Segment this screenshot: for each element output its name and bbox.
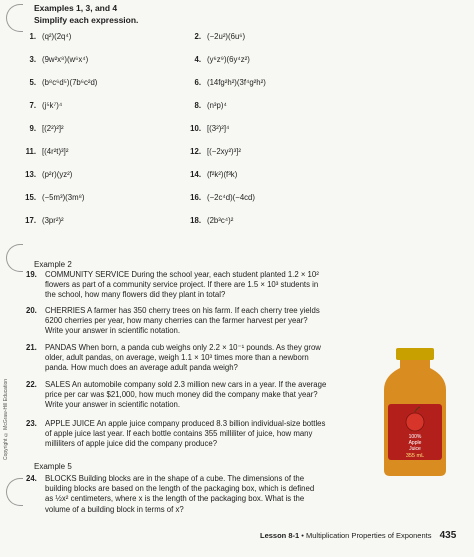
juice-label-line: Apple xyxy=(408,440,422,446)
problem-line: of apple juice last year. If each bottle contains 355 milliliter of juice, how many xyxy=(45,429,313,439)
exercise-number: 5. xyxy=(29,78,36,87)
instruction-heading: Simplify each expression. xyxy=(34,15,139,25)
problem-line: PANDAS When born, a panda cub weighs only 2.2 × 10⁻¹ pounds. As they grow xyxy=(45,343,321,352)
exercise-number: 12. xyxy=(190,147,201,156)
exercise-number: 11. xyxy=(25,147,36,156)
exercise-number: 16. xyxy=(190,193,201,202)
problem-line: Write your answer in scientific notation. xyxy=(45,326,181,336)
exercise-item xyxy=(18,78,97,87)
problem-line: COMMUNITY SERVICE During the school year, each student planted 1.2 × 10² xyxy=(45,270,319,279)
problem-number: 20. xyxy=(26,306,37,315)
exercise-number: 15. xyxy=(25,193,36,202)
exercise-item xyxy=(183,124,229,133)
exercise-item xyxy=(18,170,72,179)
exercise-expression: (14fg²h²)(3f⁴g²h²) xyxy=(207,78,266,87)
exercise-expression: (j⁵k⁷)⁴ xyxy=(42,101,63,110)
word-problem xyxy=(26,343,371,373)
exercise-expression: (−2u²)(6u⁶) xyxy=(207,32,246,41)
problem-line: price per car was $21,000, how much money did the company make that year? xyxy=(45,390,318,400)
word-problem xyxy=(26,474,371,514)
apple-icon xyxy=(406,413,424,431)
problem-line: CHERRIES A farmer has 350 cherry trees on his farm. If each cherry tree yields xyxy=(45,306,320,315)
binder-ring-mark xyxy=(6,478,23,506)
exercise-expression: (q²)(2q⁴) xyxy=(42,32,72,41)
problem-line: older, adult pandas, on average, weigh 1.1 × 10³ times more than a newborn xyxy=(45,353,309,363)
exercise-expression: (3pr²)² xyxy=(42,216,64,225)
exercise-item xyxy=(18,124,64,133)
problem-line: as ½x² centimeters, where x is the length of the packaging box. What is the xyxy=(45,494,305,504)
exercise-expression: (f²k²)(f³k) xyxy=(207,170,238,179)
juice-volume-text: 355 mL xyxy=(405,453,425,459)
exercise-item xyxy=(183,32,245,41)
exercise-item xyxy=(18,32,71,41)
problem-text xyxy=(45,306,371,337)
juice-label-line: 100% xyxy=(408,434,422,440)
copyright-notice: Copyright © McGraw-Hill Education xyxy=(3,378,9,460)
exercise-item xyxy=(18,216,64,225)
exercise-item xyxy=(183,55,250,64)
exercise-item xyxy=(183,216,233,225)
binder-ring-mark xyxy=(6,244,23,272)
juice-label-line: Juice xyxy=(409,446,421,452)
exercise-expression: (−5m³)(3m⁸) xyxy=(42,193,85,202)
problem-line: volume of a building block in terms of x? xyxy=(45,504,184,514)
footer-separator: • xyxy=(301,531,306,540)
problem-line: building blocks are based on the length of the packaging box, which is defined xyxy=(45,484,315,494)
problem-text xyxy=(45,343,371,374)
exercise-number: 1. xyxy=(29,32,36,41)
problem-text xyxy=(45,380,371,411)
apple-juice-bottle-image xyxy=(376,346,454,478)
example-2-label: Example 2 xyxy=(34,260,72,269)
exercise-expression: (2b³c⁴)² xyxy=(207,216,234,225)
problem-line: flowers as part of a community service project. If there are 1.5 × 10³ students in xyxy=(45,280,319,290)
problem-text xyxy=(45,474,371,515)
word-problem xyxy=(26,380,371,410)
exercise-expression: (9w²x⁸)(w⁶x⁴) xyxy=(42,55,89,64)
word-problem xyxy=(26,419,371,449)
problem-line: the school, how many flowers did they plant in total? xyxy=(45,290,226,300)
page-footer xyxy=(260,530,456,541)
examples-reference: Examples 1, 3, and 4 xyxy=(34,3,118,13)
problem-line: Write your answer in scientific notation. xyxy=(45,400,181,410)
lesson-title: Multiplication Properties of Exponents xyxy=(306,531,432,540)
exercise-number: 4. xyxy=(194,55,201,64)
problem-number: 21. xyxy=(26,343,37,352)
exercise-number: 8. xyxy=(194,101,201,110)
exercise-number: 7. xyxy=(29,101,36,110)
exercise-item xyxy=(18,193,85,202)
exercise-expression: (b⁸c⁶d⁵)(7b⁶c²d) xyxy=(42,78,98,87)
binder-ring-mark xyxy=(6,4,23,32)
problem-line: BLOCKS Building blocks are in the shape of a cube. The dimensions of the xyxy=(45,474,305,483)
exercise-item xyxy=(183,193,255,202)
problem-line: APPLE JUICE An apple juice company produced 8.3 billion individual-size bottles xyxy=(45,419,326,428)
word-problem xyxy=(26,270,371,300)
problem-line: 6200 cherries per year, how many cherries can the farmer harvest per year? xyxy=(45,316,308,326)
exercise-number: 6. xyxy=(194,78,201,87)
problem-line: milliliters of apple juice did the company produce? xyxy=(45,439,218,449)
exercise-number: 13. xyxy=(25,170,36,179)
exercise-item xyxy=(183,170,237,179)
exercise-number: 14. xyxy=(190,170,201,179)
exercise-number: 9. xyxy=(29,124,36,133)
bottle-cap xyxy=(396,348,434,360)
exercise-expression: [(2²)²]² xyxy=(42,124,64,133)
exercise-item xyxy=(18,147,68,156)
problem-number: 19. xyxy=(26,270,37,279)
problem-line: SALES An automobile company sold 2.3 million new cars in a year. If the average xyxy=(45,380,327,389)
exercise-expression: (−2c⁴d)(−4cd) xyxy=(207,193,255,202)
exercise-item xyxy=(183,78,266,87)
exercise-item xyxy=(18,55,88,64)
word-problem xyxy=(26,306,371,336)
exercise-number: 18. xyxy=(190,216,201,225)
problem-text xyxy=(45,270,371,301)
problem-number: 24. xyxy=(26,474,37,483)
page-number: 435 xyxy=(439,530,457,541)
exercise-item xyxy=(183,101,227,110)
exercise-item xyxy=(183,147,241,156)
problem-text xyxy=(45,419,371,450)
problem-line: panda. How much does an average adult panda weigh? xyxy=(45,363,238,373)
exercise-item xyxy=(18,101,62,110)
example-5-label: Example 5 xyxy=(34,462,72,471)
exercise-expression: (n³p)⁴ xyxy=(207,101,227,110)
exercise-expression: [(3²)²]⁴ xyxy=(207,124,230,133)
exercise-number: 3. xyxy=(29,55,36,64)
bottle-neck xyxy=(400,360,430,368)
exercise-number: 10. xyxy=(190,124,201,133)
exercise-number: 2. xyxy=(194,32,201,41)
exercise-number: 17. xyxy=(25,216,36,225)
exercise-expression: [(−2xy²)³]² xyxy=(207,147,242,156)
exercise-expression: (y⁶z⁹)(6y⁴z²) xyxy=(207,55,250,64)
problem-number: 22. xyxy=(26,380,37,389)
exercise-expression: (p²r)(yz²) xyxy=(42,170,73,179)
lesson-number: Lesson 8-1 xyxy=(260,531,300,540)
problem-number: 23. xyxy=(26,419,37,428)
exercise-expression: [(4r²t)³]² xyxy=(42,147,69,156)
